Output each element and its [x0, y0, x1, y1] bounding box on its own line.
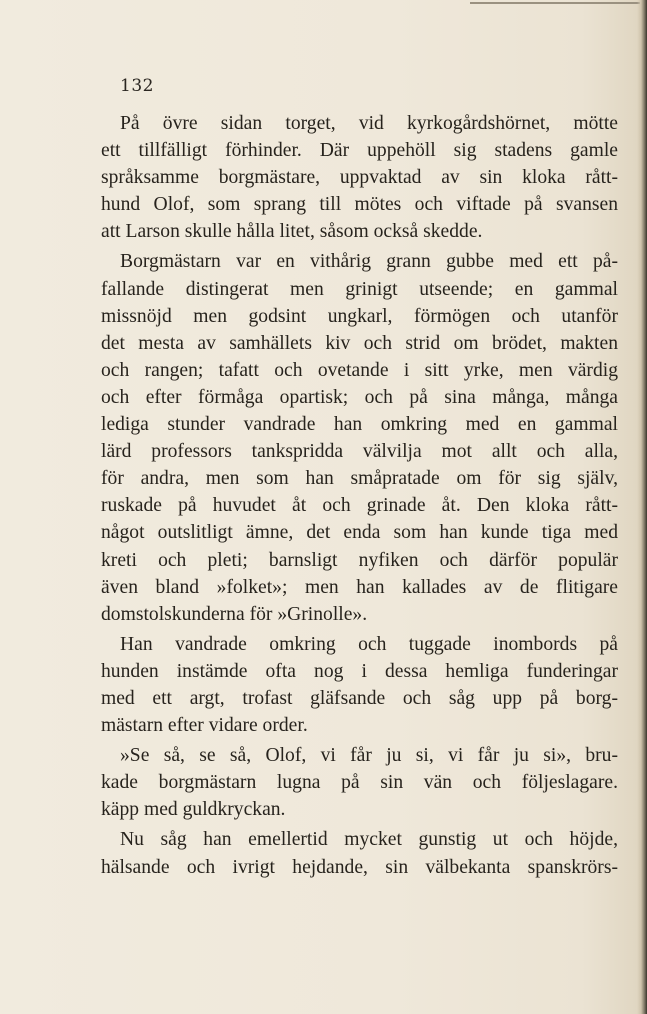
text-line: något outslitligt ämne, det enda som han kunde tiga med: [101, 522, 618, 544]
page-edge: [637, 0, 647, 1014]
text-line: lärd professors tankspridda välvilja mot allt och alla,: [101, 441, 618, 463]
text-line: kade borgmästarn lugna på sin vän och följeslagare.: [101, 772, 618, 794]
text-line: domstolskunderna för »Grinolle».: [101, 603, 368, 625]
text-line: med ett argt, trofast gläfsande och såg upp på borg-: [101, 687, 618, 709]
text-line: På övre sidan torget, vid kyrkogårdshörnet, mötte: [120, 113, 618, 134]
text-line: för andra, men som han småpratade om för sig själv,: [101, 468, 618, 490]
text-line: »Se så, se så, Olof, vi får ju si, vi får ju si», bru-: [120, 745, 618, 767]
body-text: [101, 110, 618, 881]
text-line: även bland »folket»; men han kallades av de flitigare: [101, 576, 618, 598]
text-line: hund Olof, som sprang till mötes och viftade på svansen: [101, 194, 618, 216]
text-line: det mesta av samhällets kiv och strid om brödet, makten: [101, 332, 618, 354]
text-line: käpp med guldkryckan.: [101, 799, 286, 821]
text-line: hunden instämde ofta nog i dessa hemliga funderingar: [101, 660, 618, 682]
text-line: och efter förmåga opartisk; och på sina många, många: [101, 386, 618, 408]
text-line: språksamme borgmästare, uppvaktad av sin kloka rått-: [101, 167, 618, 189]
text-line: kreti och pleti; barnsligt nyfiken och därför populär: [101, 549, 618, 571]
text-line: att Larson skulle hålla litet, såsom också skedde.: [101, 221, 483, 243]
text-line: mästarn efter vidare order.: [101, 715, 308, 737]
text-line: lediga stunder vandrade han omkring med en gammal: [101, 414, 618, 436]
text-line: Han vandrade omkring och tuggade inombords på: [120, 633, 618, 655]
text-line: Nu såg han emellertid mycket gunstig ut och höjde,: [120, 829, 618, 851]
text-line: ett tillfälligt förhinder. Där uppehöll sig stadens gamle: [101, 140, 618, 162]
top-rule: [470, 2, 640, 4]
text-line: missnöjd men godsint ungkarl, förmögen och utanför: [101, 305, 618, 327]
text-line: och rangen; tafatt och ovetande i sitt yrke, men värdig: [101, 359, 618, 381]
text-line: ruskade på huvudet åt och grinade åt. Den kloka rått-: [101, 495, 618, 517]
text-line: Borgmästarn var en vithårig grann gubbe med ett på-: [120, 251, 618, 273]
page-number: 132: [120, 76, 154, 96]
text-line: fallande distingerat men grinigt utseende; en gammal: [101, 278, 618, 300]
text-line: hälsande och ivrigt hejdande, sin välbekanta spanskrörs-: [101, 856, 618, 878]
